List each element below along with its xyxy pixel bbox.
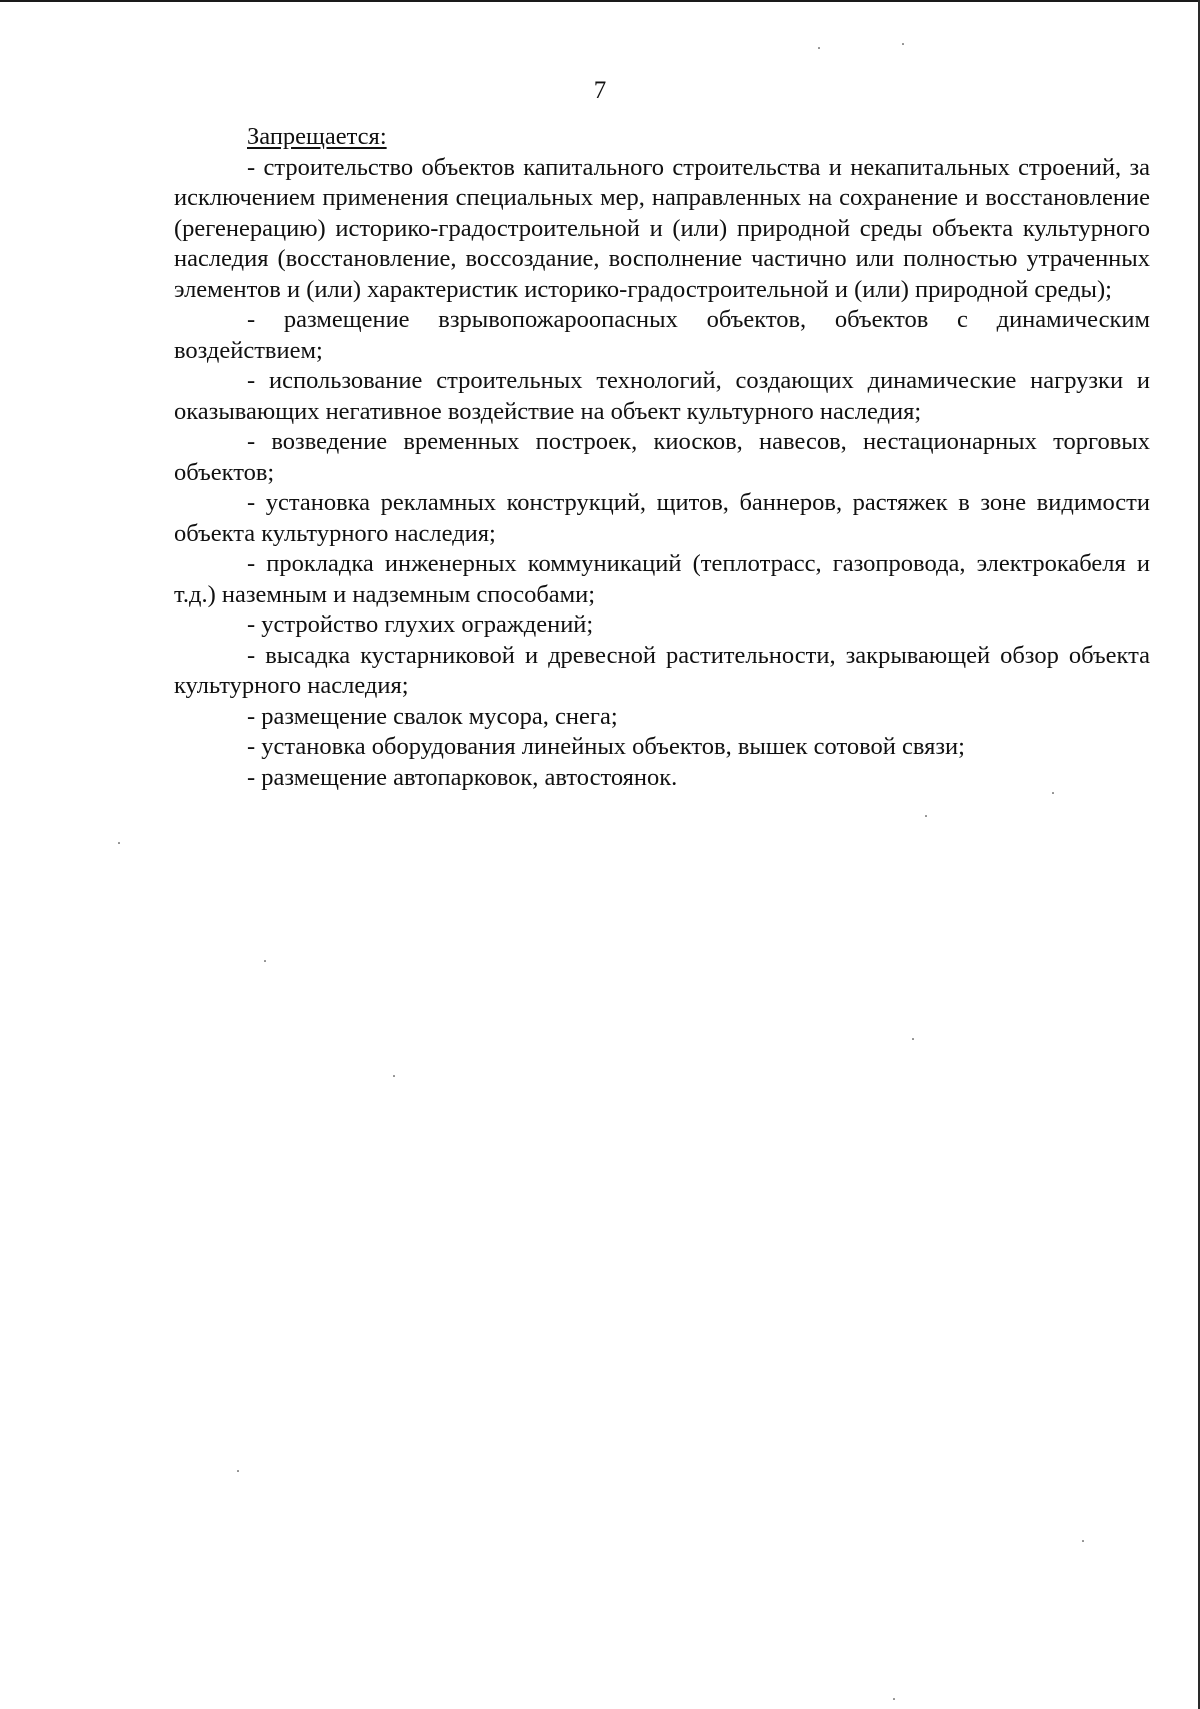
scan-speck — [393, 1075, 395, 1077]
scan-speck — [1052, 792, 1054, 794]
scan-speck — [818, 47, 820, 49]
prohibition-item: - строительство объектов капитального строительства и некапитальных строений, за исключением применения специальных мер, направленных на сохранение и восстановление (регенерацию) историко-градостроительной и (или) природной среды объекта культурного наследия (восстановление, воссоздание, восполнение частично или полностью утраченных элементов и (или) характеристик историко-градостроительной и (или) природной среды); — [174, 153, 1150, 303]
scan-speck — [925, 815, 927, 817]
prohibition-item: - установка оборудования линейных объектов, вышек сотовой связи; — [247, 733, 965, 760]
prohibition-item: - высадка кустарниковой и древесной растительности, закрывающей обзор объекта культурного наследия; — [174, 641, 1150, 699]
scan-edge-top — [0, 0, 1200, 2]
scan-speck — [237, 1470, 239, 1472]
scan-speck — [1082, 1540, 1084, 1542]
prohibition-item: - размещение автопарковок, автостоянок. — [247, 763, 678, 791]
scan-speck — [912, 1038, 914, 1040]
scan-speck — [118, 842, 120, 844]
prohibition-item: - размещение свалок мусора, снега; — [247, 702, 618, 730]
section-heading: Запрещается: — [247, 123, 387, 150]
prohibition-item: - возведение временных построек, киосков, навесов, нестационарных торговых объектов; — [174, 428, 1150, 486]
prohibition-item: - использование строительных технологий, создающих динамические нагрузки и оказывающих негативное воздействие на объект культурного наследия; — [174, 367, 1150, 425]
document-body — [174, 122, 1150, 793]
scan-speck — [264, 960, 266, 962]
prohibition-item: - размещение взрывопожароопасных объектов, объектов с динамическим воздействием; — [174, 306, 1150, 364]
prohibition-item: - прокладка инженерных коммуникаций (теплотрасс, газопровода, электрокабеля и т.д.) наземным и надземным способами; — [174, 550, 1150, 608]
scan-speck — [902, 43, 904, 45]
scan-speck — [893, 1698, 895, 1700]
page-number: 7 — [593, 77, 607, 104]
prohibition-item: - установка рекламных конструкций, щитов, баннеров, растяжек в зоне видимости объекта культурного наследия; — [174, 489, 1150, 547]
prohibition-item: - устройство глухих ограждений; — [247, 611, 594, 638]
